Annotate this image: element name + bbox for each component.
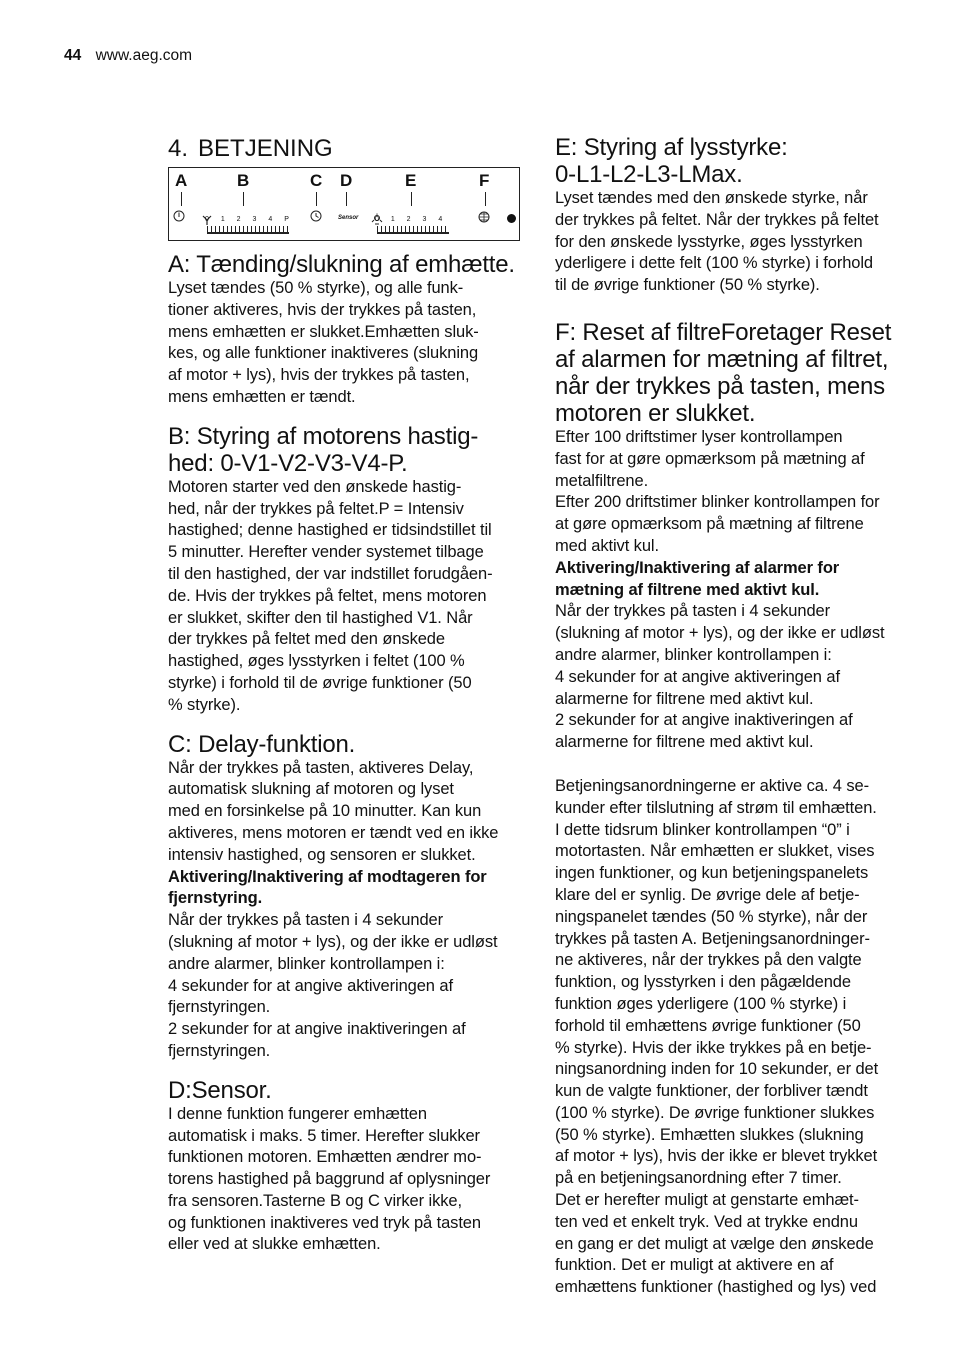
section-a-line: af motor + lys), hvis der trykkes på tasten, [168, 366, 470, 385]
section-e-line: der trykkes på feltet. Når der trykkes på feltet [555, 210, 879, 229]
panel-tick-e [411, 192, 412, 206]
section-d-line: eller ved at slukke emhætten. [168, 1235, 381, 1254]
general-line: I dette tidsrum blinker kontrollampen “0” i [555, 820, 850, 839]
section-c-line: 4 sekunder for at angive aktiveringen af [168, 976, 453, 995]
section-c-line: Når der trykkes på tasten i 4 sekunder [168, 911, 444, 930]
section-d-line: I denne funktion fungerer emhætten [168, 1104, 427, 1123]
section-c-bold-line: Aktivering/Inaktivering af modtageren for [168, 867, 487, 886]
section-a-line: mens emhætten er tændt. [168, 387, 356, 406]
section-f-bold-line: mætning af filtrene med aktivt kul. [555, 580, 820, 599]
general-line: emhættens funktioner (hastighed og lys) ved [555, 1278, 877, 1297]
section-e-line: Lyset tændes med den ønskede styrke, når [555, 189, 868, 207]
section-e-line: for den ønskede lysstyrke, øges lysstyrken [555, 232, 863, 251]
section-c-line: fjernstyringen. [168, 1041, 271, 1060]
section-d-line: funktionen motoren. Emhætten ændrer mo- [168, 1148, 482, 1167]
general-line: kun de valgte funktioner, der forbliver tændt [555, 1082, 868, 1101]
panel-label-b: B [237, 171, 250, 190]
section-b-line: de. Hvis der trykkes på feltet, mens motoren [168, 586, 487, 605]
power-icon [173, 210, 185, 224]
panel-tick-b [243, 192, 244, 206]
section-f-title-line: når der trykkes på tasten, mens [555, 372, 885, 400]
chapter-title: BETJENING [198, 135, 333, 162]
light-scale: 0 1 2 3 4 [375, 216, 448, 223]
general-line: funktion. Det er muligt at aktivere en af [555, 1256, 834, 1275]
page-number: 44 [64, 47, 82, 64]
section-b-line: er slukket, skifter den til hastighed V1. Når [168, 608, 473, 627]
control-panel-diagram [168, 167, 520, 241]
section-f-line: alarmerne for filtrene med aktivt kul. [555, 689, 814, 708]
panel-tick-f [485, 192, 486, 206]
indicator-dot [507, 214, 516, 223]
section-a-line: tioner aktiveres, hvis der trykkes på tasten, [168, 300, 477, 319]
section-f-line: (slukning af motor + lys), og der ikke er udløst [555, 624, 885, 643]
section-b-line: hastighed; denne hastighed er tidsindstillet til [168, 521, 492, 540]
section-a-line: Lyset tændes (50 % styrke), og alle funk- [168, 279, 464, 297]
general-line: klare del er synlig. De øvrige dele af betje- [555, 885, 860, 904]
section-b-title-line: B: Styring af motorens hastig- [168, 422, 479, 450]
general-line: (50 % styrke). Emhætten slukkes (slukning [555, 1125, 864, 1144]
section-b-line: der trykkes på feltet med den ønskede [168, 630, 445, 649]
left-column [168, 134, 530, 1256]
section-d-line: og funktionen inaktiveres ved tryk på tasten [168, 1213, 481, 1232]
section-c-bold-line: fjernstyring. [168, 889, 263, 908]
panel-tick-a [181, 192, 182, 206]
general-line: trykkes på tasten A. Betjeningsanordninger- [555, 929, 870, 948]
section-f-line: med aktivt kul. [555, 536, 659, 555]
general-line: Det er herefter muligt at genstarte emhæt- [555, 1191, 859, 1210]
page-header [64, 47, 192, 65]
section-f-line: Når der trykkes på tasten i 4 sekunder [555, 602, 831, 621]
section-a-title: A: Tænding/slukning af emhætte. [168, 251, 515, 278]
section-e-title-line: E: Styring af lysstyrke: [555, 134, 788, 161]
section-b-line: til den hastighed, der var indstillet forudgåen- [168, 564, 493, 583]
section-c-title: C: Delay-funktion. [168, 730, 356, 758]
section-b-line: hed, når der trykkes på feltet.P = Intensiv [168, 499, 464, 518]
panel-tick-c [316, 192, 317, 206]
section-d-line: fra sensoren.Tasterne B og C virker ikke, [168, 1191, 462, 1210]
panel-label-d: D [340, 171, 353, 190]
section-f-line: metalfiltrene. [555, 471, 649, 490]
section-d-line: torens hastighed på baggrund af oplysninger [168, 1170, 491, 1189]
section-f-line: 4 sekunder for at angive aktiveringen af [555, 667, 840, 686]
timer-icon [310, 210, 322, 224]
section-c-line: automatisk slukning af motoren og lyset [168, 780, 454, 799]
section-e-line: yderligere i dette felt (100 % styrke) i forhold [555, 254, 874, 273]
panel-label-c: C [310, 171, 323, 190]
chapter-number: 4. [168, 135, 189, 162]
light-slider [377, 226, 449, 234]
panel-label-e: E [405, 171, 417, 190]
section-f-line: Efter 100 driftstimer lyser kontrollampen [555, 427, 843, 446]
section-b-title-line: hed: 0-V1-V2-V3-V4-P. [168, 449, 408, 477]
general-line: en gang er det muligt at vælge den ønskede [555, 1234, 874, 1253]
section-f-line: alarmerne for filtrene med aktivt kul. [555, 733, 814, 752]
speed-slider [207, 226, 289, 234]
speed-scale: 0 1 2 3 4 P [205, 216, 294, 223]
section-f-bold-line: Aktivering/Inaktivering af alarmer for [555, 558, 840, 577]
section-d-line: automatisk i maks. 5 timer. Herefter slukker [168, 1126, 480, 1145]
chapter-heading [168, 134, 530, 164]
general-line: funktion, og lysstyrken i den pågældende [555, 973, 851, 992]
section-f-line: 2 sekunder for at angive inaktiveringen af [555, 711, 853, 730]
general-line: forhold til emhættens øvrige funktioner (50 [555, 1016, 861, 1035]
general-line: ingen funktioner, og kun betjeningspanelets [555, 864, 869, 883]
sensor-label: Sensor [338, 215, 359, 221]
general-line: ningspanelet tændes (50 % styrke), når der [555, 907, 868, 926]
section-d-title: D:Sensor. [168, 1076, 272, 1104]
section-b-line: % styrke). [168, 695, 241, 714]
general-line: kunder efter tilslutning af strøm til emhætten. [555, 798, 877, 817]
section-f-title-line: F: Reset af filtreForetager Reset [555, 318, 892, 346]
section-f-title-line: motoren er slukket. [555, 399, 756, 427]
section-f-line: Efter 200 driftstimer blinker kontrollampen for [555, 493, 880, 512]
section-e-line: til de øvrige funktioner (50 % styrke). [555, 276, 820, 295]
right-column [555, 134, 917, 1299]
section-b-line: styrke) i forhold til de øvrige funktioner (50 [168, 673, 472, 692]
general-line: motortasten. Når emhætten er slukket, vises [555, 842, 875, 861]
panel-label-a: A [175, 171, 188, 190]
general-line: på en betjeningsanordning efter 7 timer. [555, 1169, 842, 1188]
general-line: ne aktiveres, når der trykkes på den valgte [555, 951, 862, 970]
section-b-line: 5 minutter. Herefter vender systemet tilbage [168, 543, 484, 562]
general-line: ten ved et enkelt tryk. Ved at trykke endnu [555, 1212, 858, 1231]
section-c-line: intensiv hastighed, og sensoren er slukket. [168, 845, 476, 864]
section-f-line: at gøre opmærksom på mætning af filtrene [555, 515, 864, 534]
section-f-line: andre alarmer, blinker kontrollampen i: [555, 645, 832, 664]
section-b-line: Motoren starter ved den ønskede hastig- [168, 477, 462, 496]
section-c-line: andre alarmer, blinker kontrollampen i: [168, 954, 445, 973]
general-line: af motor + lys), hvis der ikke er blevet trykket [555, 1147, 878, 1166]
website-url[interactable]: www.aeg.com [95, 47, 193, 64]
section-a-line: kes, og alle funktioner inaktiveres (slukning [168, 344, 479, 363]
general-line: Betjeningsanordningerne er aktive ca. 4 se- [555, 776, 869, 795]
section-f-line: fast for at gøre opmærksom på mætning af [555, 449, 865, 468]
general-line: funktion øges yderligere (100 % styrke) i [555, 994, 847, 1013]
section-c-line: (slukning af motor + lys), og der ikke er udløst [168, 932, 498, 951]
section-c-line: fjernstyringen. [168, 998, 271, 1017]
section-c-line: aktiveres, mens motoren er tændt ved en ikke [168, 823, 499, 842]
section-b-line: hastighed, øges lysstyrken i feltet (100 % [168, 652, 465, 671]
filter-reset-icon [478, 211, 490, 225]
panel-label-f: F [479, 171, 490, 190]
section-c-line: med en forsinkelse på 10 minutter. Kan kun [168, 802, 482, 821]
general-line: (100 % styrke). De øvrige funktioner slukkes [555, 1103, 875, 1122]
general-line: ningsanordning inden for 10 sekunder, er det [555, 1060, 879, 1079]
section-e-title-line: 0-L1-L2-L3-LMax. [555, 161, 743, 188]
general-line: % styrke). Hvis der ikke trykkes på en betje- [555, 1038, 872, 1057]
section-f-title-line: af alarmen for mætning af filtret, [555, 345, 889, 373]
section-c-line: 2 sekunder for at angive inaktiveringen af [168, 1020, 466, 1039]
section-c-line: Når der trykkes på tasten, aktiveres Delay, [168, 758, 474, 777]
panel-tick-d [346, 192, 347, 206]
section-a-line: mens emhætten er slukket.Emhætten sluk- [168, 322, 479, 341]
